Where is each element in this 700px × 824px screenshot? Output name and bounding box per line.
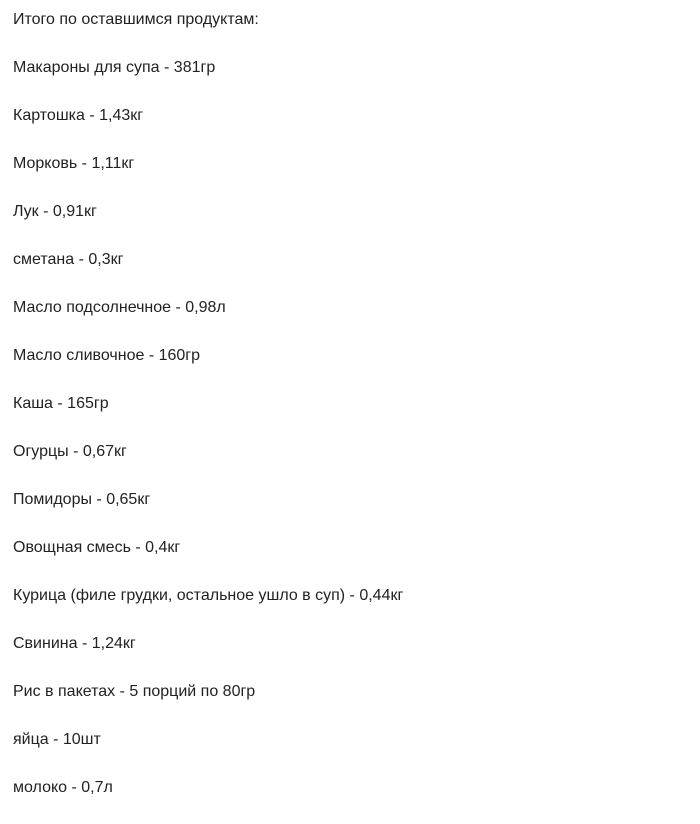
list-item: яйца - 10шт (13, 731, 101, 748)
list-item: Лук - 0,91кг (13, 203, 97, 220)
list-item: Помидоры - 0,65кг (13, 491, 151, 508)
document-heading: Итого по оставшимся продуктам: (13, 11, 259, 28)
document-body (13, 8, 687, 824)
list-item: Овощная смесь - 0,4кг (13, 539, 181, 556)
list-item: Рис в пакетах - 5 порций по 80гр (13, 683, 256, 700)
list-item: молоко - 0,7л (13, 779, 113, 796)
list-item: Морковь - 1,11кг (13, 155, 135, 172)
list-item: Каша - 165гр (13, 395, 109, 412)
list-item: Макароны для супа - 381гр (13, 59, 216, 76)
list-item: Масло подсолнечное - 0,98л (13, 299, 226, 316)
list-item: Картошка - 1,43кг (13, 107, 144, 124)
list-item: Масло сливочное - 160гр (13, 347, 201, 364)
list-item: сметана - 0,3кг (13, 251, 124, 268)
list-item: Огурцы - 0,67кг (13, 443, 127, 460)
list-item: Свинина - 1,24кг (13, 635, 136, 652)
list-item: Курица (филе грудки, остальное ушло в суп) - 0,44кг (13, 587, 404, 604)
